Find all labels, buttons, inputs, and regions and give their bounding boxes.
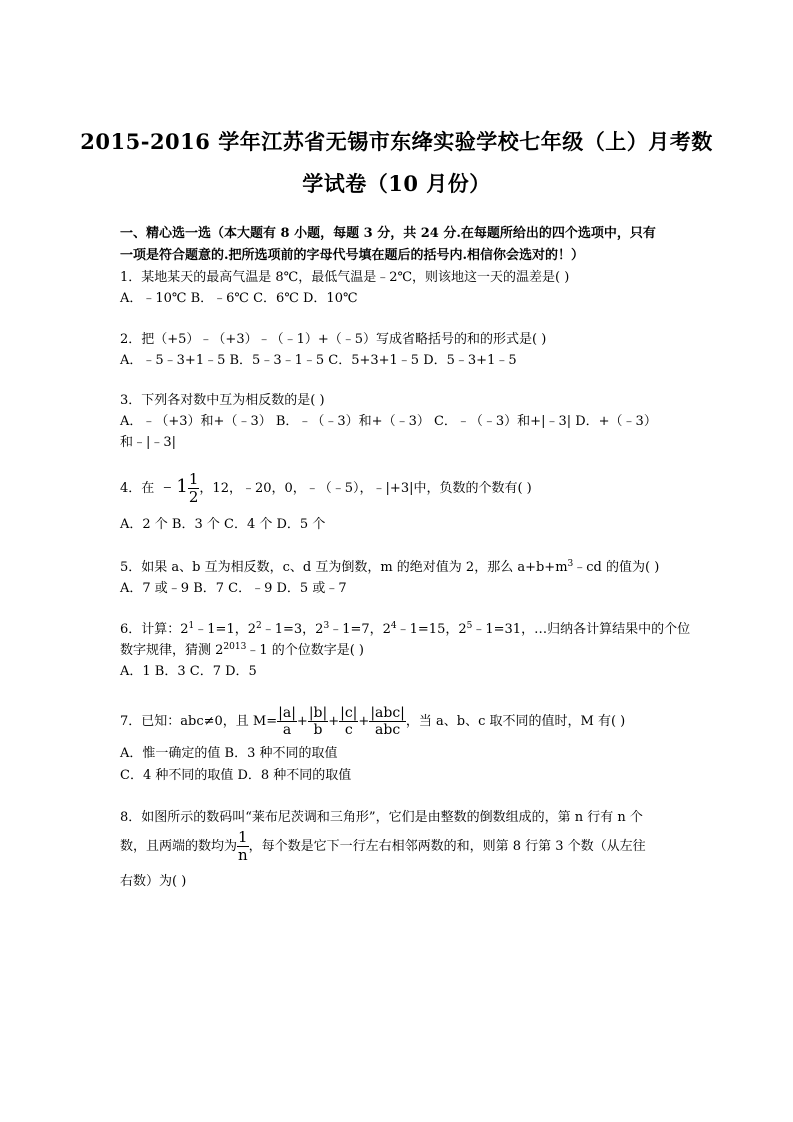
q3-stem: 3．下列各对数中互为相反数的是( ) (120, 393, 325, 408)
q5-stem (120, 556, 659, 575)
q7-fraction-a (277, 706, 297, 737)
q3-options-2: 和﹣|﹣3| (120, 435, 177, 450)
section-instructions-2: 一项是符合题意的.把所选项前的字母代号填在题后的括号内.相信你会选对的！） (120, 248, 585, 263)
section-instructions-1: 一、精心选一选（本大题有 8 小题，每题 3 分，共 24 分.在每题所给出的四个选项中，只有 (120, 226, 656, 241)
q6-p5: ﹣1=15，2 (396, 622, 467, 637)
q4-frac-den: 2 (188, 488, 199, 506)
q4-suffix: ，12，﹣20，0，﹣（﹣5），﹣|+3|中，负数的个数有( ) (199, 481, 532, 496)
q7-fraction-b (308, 706, 328, 737)
q8-stem-3: 右数）为( ) (120, 874, 187, 889)
q6-p6: ﹣1=31，…归纳各计算结果中的个位 (472, 622, 691, 637)
q7-f1-den: a (282, 722, 292, 738)
q8-stem-2 (120, 830, 646, 863)
q7-fraction-abc (369, 706, 406, 737)
q2-stem: 2．把（+5）﹣（+3）﹣（﹣1）+（﹣5）写成省略括号的和的形式是( ) (120, 332, 547, 347)
q6-p4: ﹣1=7，2 (329, 622, 391, 637)
q4-neg-whole: ﹣1 (158, 476, 188, 497)
q4-fraction (188, 472, 200, 505)
q8-stem-1: 8．如图所示的数码叫“莱布尼茨调和三角形”，它们是由整数的倒数组成的，第 n 行有 n 个 (120, 810, 643, 825)
q7-options-2: C．4 种不同的取值 D．8 种不同的取值 (120, 768, 352, 783)
q7-f1-num: |a| (278, 705, 296, 721)
q7-f4-num: |abc| (370, 705, 405, 721)
q6-line2-sup: 2013 (223, 642, 247, 652)
q5-options: A．7 或﹣9 B．7 C．﹣9 D．5 或﹣7 (120, 581, 347, 596)
q7-stem (120, 706, 625, 737)
q6-stem-2 (120, 639, 364, 658)
q7-f3-num: |c| (340, 705, 358, 721)
q6-s1: 1 (188, 621, 195, 631)
q6-p1: 6．计算：2 (120, 622, 189, 637)
q5-stem-a: 5．如果 a、b 互为相反数，c、d 互为倒数，m 的绝对值为 2，那么 a+b+m (120, 560, 568, 575)
q6-s2: 2 (256, 621, 262, 631)
q3-options-1: A．﹣（+3）和+（﹣3） B．﹣（﹣3）和+（﹣3） C．﹣（﹣3）和+|﹣3| D．+（﹣3） (120, 414, 657, 429)
q8-fraction (237, 830, 249, 863)
q6-line2-b: ﹣1 的个位数字是( ) (246, 643, 364, 658)
q7-options-1: A．惟一确定的值 B．3 种不同的取值 (120, 746, 338, 761)
q7-plus-1: + (296, 714, 308, 729)
q7-f3-den: c (344, 722, 353, 738)
q7-plus-2: + (328, 714, 340, 729)
q7-f2-num: |b| (308, 705, 328, 721)
q7-fraction-c (339, 706, 358, 737)
q1-stem: 1．某地某天的最高气温是 8℃，最低气温是﹣2℃，则该地这一天的温差是( ) (120, 270, 570, 285)
q6-p3: ﹣1=3，2 (261, 622, 324, 637)
q4-frac-num: 1 (188, 470, 199, 488)
title-line-2: 学试卷（10 月份） (302, 171, 491, 196)
q5-stem-b: ﹣cd 的值为( ) (573, 560, 660, 575)
q8-frac-den: n (237, 846, 248, 864)
q7-f4-den: abc (375, 722, 401, 738)
q2-options: A．﹣5﹣3+1﹣5 B．5﹣3﹣1﹣5 C．5+3+1﹣5 D．5﹣3+1﹣5 (120, 353, 517, 368)
q7-plus-3: + (358, 714, 370, 729)
q6-options: A．1 B．3 C．7 D．5 (120, 664, 257, 679)
q4-stem (120, 472, 532, 505)
q8-line2-b: ，每个数是它下一行左右相邻两数的和，则第 8 行第 3 个数（从左往 (248, 839, 646, 854)
q6-stem-1 (120, 618, 690, 637)
q4-options: A．2 个 B．3 个 C．4 个 D．5 个 (120, 517, 326, 532)
q7-prefix: 7．已知：abc≠0，且 M= (120, 714, 278, 729)
q7-suffix: ，当 a、b、c 取不同的值时，M 有( ) (405, 714, 626, 729)
q6-p2: ﹣1=1，2 (194, 622, 256, 637)
q6-s5: 5 (466, 621, 473, 631)
q5-exponent: 3 (567, 559, 574, 569)
q6-s3: 3 (323, 621, 330, 631)
q7-f2-den: b (313, 722, 323, 738)
q8-frac-num: 1 (238, 828, 248, 846)
q8-line2-a: 数，且两端的数均为 (120, 839, 238, 854)
q6-line2-a: 数字规律，猜测 2 (120, 643, 224, 658)
title-line-1: 2015-2016 学年江苏省无锡市东绛实验学校七年级（上）月考数 (80, 129, 713, 154)
q4-prefix: 4．在 (120, 481, 155, 496)
q6-s4: 4 (390, 621, 397, 631)
q1-options: A．﹣10℃ B．﹣6℃ C．6℃ D．10℃ (120, 291, 358, 306)
